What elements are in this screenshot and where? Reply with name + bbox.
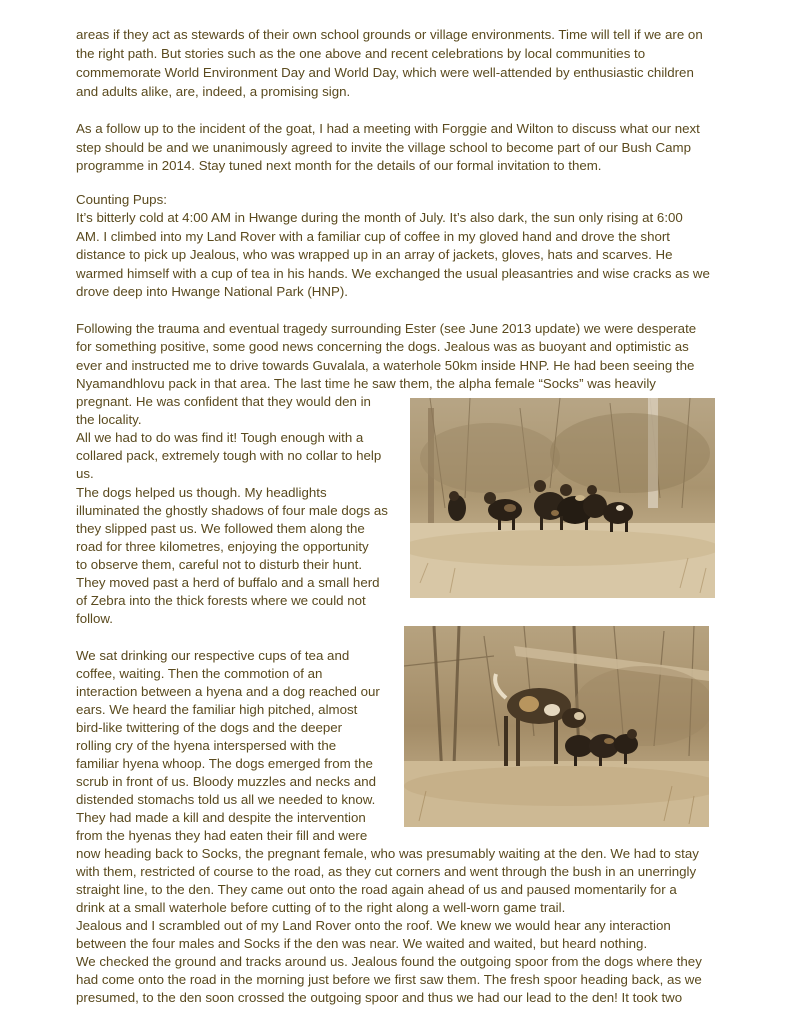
body-text-line: illuminated the ghostly shadows of four male dogs as [76,503,388,518]
body-text-line: drink at a small waterhole before cutting of to the right along a well-worn game trail. [76,900,566,915]
body-text-line: between the four males and Socks if the den was near. We waited and waited, but heard nothing. [76,936,648,951]
body-text-line: Jealous and I scrambled out of my Land Rover onto the roof. We knew we would hear any interaction [76,918,671,933]
body-text-line: step should be and we unanimously agreed to invite the village school to become part of our Bush Camp [76,140,691,155]
body-text-line: Following the trauma and eventual tragedy surrounding Ester (see June 2013 update) we were desperate [76,321,697,336]
body-text-line: to observe them, careful not to disturb their hunt. [76,557,363,572]
body-text-line: of Zebra into the thick forests where we could not [76,593,366,608]
body-text-line: All we had to do was find it! Tough enough with a [76,430,364,445]
body-text-line: programme in 2014. Stay tuned next month for the details of our formal invitation to them. [76,158,602,173]
body-text-line: We sat drinking our respective cups of tea and [76,648,350,663]
body-text-line: interaction between a hyena and a dog reached our [76,684,380,699]
body-text-line: ears. We heard the familiar high pitched, almost [76,702,358,717]
wild-dog-adult-with-pups-photo [404,626,709,827]
section-heading: Counting Pups: [76,192,167,207]
body-text-line: Nyamandhlovu pack in that area. The last time he saw them, the alpha female “Socks” was heavily [76,376,656,391]
body-text-line: scrub in front of us. Bloody muzzles and necks and [76,774,377,789]
body-text-line: AM. I climbed into my Land Rover with a familiar cup of coffee in my gloved hand and drove the short [76,229,670,244]
body-text-line: from the hyenas they had eaten their fill and were [76,828,368,843]
wild-dog-pups-photo [410,398,715,598]
body-text-line: coffee, waiting. Then the commotion of an [76,666,323,681]
body-text-line: follow. [76,611,113,626]
body-text-line: the right path. But stories such as the one above and recent celebrations by local communities to [76,46,646,61]
body-text-line: distended stomachs told us all we needed to know. [76,792,376,807]
body-text-line: us. [76,466,94,481]
body-text-line: ever and instructed me to drive towards Guvalala, a waterhole 50km inside HNP. He had been seeing the [76,358,695,373]
body-text-line: presumed, to the den soon crossed the outgoing spoor and thus we had our lead to the den! It took two [76,990,683,1005]
body-text-line: We checked the ground and tracks around us. Jealous found the outgoing spoor from the dogs where they [76,954,702,969]
body-text-line: bird-like twittering of the dogs and the deeper [76,720,343,735]
body-text-line: with them, restricted of course to the road, as they cut corners and went through the bush in an unerringly [76,864,697,879]
body-text-line: drove deep into Hwange National Park (HNP). [76,284,348,299]
body-text-line: now heading back to Socks, the pregnant female, who was presumably waiting at the den. We had to stay [76,846,699,861]
body-text-line: distance to pick up Jealous, who was wrapped up in an array of jackets, gloves, hats and scarves. He [76,247,673,262]
body-text-line: warmed himself with a cup of tea in his hands. We exchanged the usual pleasantries and wise cracks as we [76,266,710,281]
body-text-line: They had made a kill and despite the intervention [76,810,366,825]
body-text-line: straight line, to the den. They came out onto the road again ahead of us and paused momentarily for a [76,882,677,897]
body-text-line: the locality. [76,412,142,427]
body-text-line: for something positive, some good news concerning the dogs. Jealous was as buoyant and optimistic as [76,339,689,354]
body-text-line: They moved past a herd of buffalo and a small herd [76,575,380,590]
body-text-line: It’s bitterly cold at 4:00 AM in Hwange during the month of July. It’s also dark, the sun only rising at 6:00 [76,210,683,225]
body-text-line: they slipped past us. We followed them along the [76,521,365,536]
body-text-line: road for three kilometres, enjoying the opportunity [76,539,369,554]
body-text-line: As a follow up to the incident of the goat, I had a meeting with Forggie and Wilton to discuss what our next [76,121,700,136]
body-text-line: familiar hyena whoop. The dogs emerged from the [76,756,373,771]
body-text-line: The dogs helped us though. My headlights [76,485,327,500]
body-text-line: pregnant. He was confident that they would den in [76,394,371,409]
body-text-line: commemorate World Environment Day and World Day, which were well-attended by enthusiastic children [76,65,694,80]
body-text-line: rolling cry of the hyena interspersed with the [76,738,337,753]
body-text-line: areas if they act as stewards of their own school grounds or village environments. Time will tell if we are on [76,27,703,42]
body-text-line: collared pack, extremely tough with no collar to help [76,448,382,463]
body-text-line: had come onto the road in the morning just before we first saw them. The fresh spoor heading back, as we [76,972,702,987]
body-text-line: and adults alike, are, indeed, a promising sign. [76,84,351,99]
